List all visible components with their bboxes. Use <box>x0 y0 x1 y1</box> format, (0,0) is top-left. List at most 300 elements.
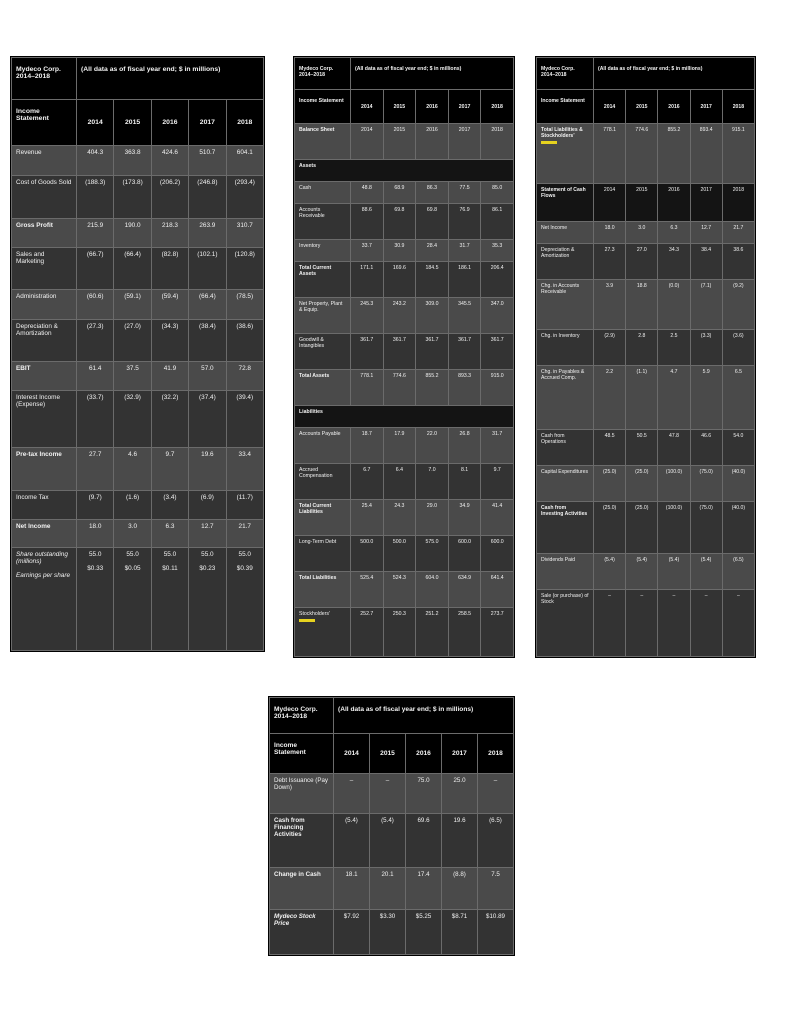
table-row <box>537 330 755 366</box>
cell-value: 41.9 <box>151 362 188 391</box>
cell-value: 76.9 <box>448 204 481 240</box>
year-header: 2014 <box>351 90 384 124</box>
cell-value: 18.7 <box>351 428 384 464</box>
cell-value: 69.6 <box>406 814 442 868</box>
cell-value: 3.0 <box>114 520 151 548</box>
table-row <box>537 430 755 466</box>
cell-value: 88.6 <box>351 204 384 240</box>
cell-value: (75.0) <box>690 502 722 554</box>
table-row <box>295 204 514 240</box>
cell-value: 19.6 <box>442 814 478 868</box>
cell-value: 6.5 <box>722 366 754 430</box>
cell-value: 18.8 <box>626 280 658 330</box>
cell-value: (1.6) <box>114 491 151 520</box>
cell-value: 68.9 <box>383 182 416 204</box>
row-label: Sales and Marketing <box>12 248 77 290</box>
company-name: Mydeco Corp. <box>274 706 318 713</box>
row-label: Accounts Payable <box>295 428 351 464</box>
shares-eps-cell <box>77 548 114 651</box>
cell-value: (3.6) <box>722 330 754 366</box>
cell-value: (78.5) <box>226 290 263 320</box>
cell-value: 33.4 <box>226 448 263 491</box>
cell-value: (293.4) <box>226 176 263 219</box>
cash-flow-table <box>536 57 755 657</box>
cell-value: 3.9 <box>594 280 626 330</box>
year-header: 2018 <box>481 90 514 124</box>
year-header: 2018 <box>478 734 514 774</box>
row-label: Revenue <box>12 146 77 176</box>
cell-value: 6.4 <box>383 464 416 500</box>
cell-value: 273.7 <box>481 608 514 657</box>
cell-value: (5.4) <box>690 554 722 590</box>
cell-value: 600.0 <box>481 536 514 572</box>
company-title <box>537 58 594 90</box>
table-row <box>12 491 264 520</box>
cell-value: 30.9 <box>383 240 416 262</box>
cell-value: 600.0 <box>448 536 481 572</box>
cell-value: 361.7 <box>416 334 449 370</box>
cell-value: 575.0 <box>416 536 449 572</box>
cell-value: 263.9 <box>189 219 226 248</box>
row-label: Pre-tax Income <box>12 448 77 491</box>
cell-value: 57.0 <box>189 362 226 391</box>
cell-value: 243.2 <box>383 298 416 334</box>
cell-value: (32.9) <box>114 391 151 448</box>
table-row <box>12 146 264 176</box>
table-row <box>12 248 264 290</box>
shares-value: 55.0 <box>88 551 102 558</box>
cell-value: 20.1 <box>370 868 406 910</box>
cell-value: 69.8 <box>416 204 449 240</box>
company-period: 2014–2018 <box>274 713 308 720</box>
cell-value: 915.1 <box>722 124 754 184</box>
company-period: 2014–2018 <box>299 72 325 78</box>
table-row <box>12 290 264 320</box>
section-label: Income Statement <box>537 90 594 124</box>
table-row <box>270 868 514 910</box>
shares-value: 55.0 <box>201 551 214 558</box>
cell-value: 345.5 <box>448 298 481 334</box>
cell-value: $3.30 <box>370 910 406 955</box>
eps-value: $0.11 <box>162 565 178 572</box>
cell-value: 25.0 <box>442 774 478 814</box>
cell-value: 12.7 <box>690 222 722 244</box>
cell-value: (40.0) <box>722 466 754 502</box>
row-label: EBIT <box>12 362 77 391</box>
cell-value: (59.1) <box>114 290 151 320</box>
cell-value: 855.2 <box>416 370 449 406</box>
cell-value: 25.4 <box>351 500 384 536</box>
section-label: Income Statement <box>12 100 77 146</box>
row-label: Capital Expenditures <box>537 466 594 502</box>
row-label: Cash <box>295 182 351 204</box>
table-row <box>295 370 514 406</box>
year-header: 2017 <box>690 90 722 124</box>
table-row <box>537 280 755 330</box>
table-row <box>537 124 755 184</box>
cell-value: 48.8 <box>351 182 384 204</box>
cell-value: (38.4) <box>189 320 226 362</box>
highlight-mark <box>541 141 557 144</box>
cell-value: 17.9 <box>383 428 416 464</box>
section-label: Income Statement <box>270 734 334 774</box>
cell-value: (3.4) <box>151 491 188 520</box>
balance-sheet-title: Balance Sheet <box>295 124 351 160</box>
year-header: 2018 <box>722 184 754 222</box>
company-period: 2014–2018 <box>541 72 567 78</box>
shares-value: 55.0 <box>163 551 177 558</box>
cell-value: 35.3 <box>481 240 514 262</box>
year-header: 2018 <box>481 124 514 160</box>
cell-value: 525.4 <box>351 572 384 608</box>
cell-value: 510.7 <box>189 146 226 176</box>
company-title <box>12 58 77 100</box>
cell-value: (246.8) <box>189 176 226 219</box>
cell-value: 361.7 <box>448 334 481 370</box>
cell-value: 38.4 <box>690 244 722 280</box>
row-label: Total Current Liabilities <box>295 500 351 536</box>
year-header: 2017 <box>690 184 722 222</box>
table-row <box>295 160 514 182</box>
table-row <box>537 366 755 430</box>
table-row <box>537 554 755 590</box>
cell-value: (40.0) <box>722 502 754 554</box>
cell-value: – <box>594 590 626 657</box>
cell-value: 915.0 <box>481 370 514 406</box>
cell-value: 778.1 <box>351 370 384 406</box>
cell-value: (2.9) <box>594 330 626 366</box>
cell-value: 2.5 <box>658 330 690 366</box>
cell-value: 48.5 <box>594 430 626 466</box>
assets-heading: Assets <box>295 160 514 182</box>
year-header: 2015 <box>370 734 406 774</box>
liabilities-heading: Liabilities <box>295 406 514 428</box>
cell-value: (188.3) <box>77 176 114 219</box>
shares-label: Share outstanding (millions) <box>16 551 68 565</box>
row-label: Net Income <box>12 520 77 548</box>
cell-value: (75.0) <box>690 466 722 502</box>
shares-eps-cell <box>114 548 151 651</box>
cell-value: 41.4 <box>481 500 514 536</box>
shares-value: 55.0 <box>126 551 139 558</box>
eps-value: $0.23 <box>199 565 216 572</box>
cell-value: $10.89 <box>478 910 514 955</box>
year-header: 2018 <box>722 90 754 124</box>
row-label: Income Tax <box>12 491 77 520</box>
table-row <box>12 176 264 219</box>
year-header: 2014 <box>334 734 370 774</box>
year-header: 2015 <box>626 90 658 124</box>
cell-value: (173.8) <box>114 176 151 219</box>
cash-flow-panel <box>535 56 756 658</box>
cell-value: (3.3) <box>690 330 722 366</box>
row-label: Accounts Receivable <box>295 204 351 240</box>
cell-value: 6.7 <box>351 464 384 500</box>
cell-value: 12.7 <box>189 520 226 548</box>
cell-value: (100.0) <box>658 502 690 554</box>
shares-eps-cell <box>189 548 226 651</box>
cell-value: (33.7) <box>77 391 114 448</box>
table-row <box>12 219 264 248</box>
row-label: Total Liabilities <box>295 572 351 608</box>
year-header: 2014 <box>351 124 384 160</box>
cell-value: 26.8 <box>448 428 481 464</box>
cell-value: (5.4) <box>658 554 690 590</box>
cell-value: 27.0 <box>626 244 658 280</box>
cell-value: 27.3 <box>594 244 626 280</box>
cell-value: 7.5 <box>478 868 514 910</box>
cell-value: 27.7 <box>77 448 114 491</box>
cell-value: 86.3 <box>416 182 449 204</box>
cell-value: 774.6 <box>383 370 416 406</box>
table-row <box>295 240 514 262</box>
cell-value: 778.1 <box>594 124 626 184</box>
data-note: (All data as of fiscal year end; $ in millions) <box>334 698 514 734</box>
cell-value: 245.3 <box>351 298 384 334</box>
cell-value: (34.3) <box>151 320 188 362</box>
cell-value: (66.4) <box>114 248 151 290</box>
row-label: Net Income <box>537 222 594 244</box>
cell-value: 28.4 <box>416 240 449 262</box>
cell-value: 61.4 <box>77 362 114 391</box>
table-row <box>537 222 755 244</box>
eps-value: $0.39 <box>236 565 253 572</box>
cell-value: 855.2 <box>658 124 690 184</box>
cell-value: $5.25 <box>406 910 442 955</box>
cell-value: 604.1 <box>226 146 263 176</box>
cell-value: (25.0) <box>626 502 658 554</box>
table-row <box>12 320 264 362</box>
cell-value: 50.5 <box>626 430 658 466</box>
cell-value: (6.5) <box>722 554 754 590</box>
cell-value: 4.7 <box>658 366 690 430</box>
cell-value: 424.6 <box>151 146 188 176</box>
cell-value: (37.4) <box>189 391 226 448</box>
row-label: Accrued Compensation <box>295 464 351 500</box>
cell-value: (11.7) <box>226 491 263 520</box>
cell-value: (5.4) <box>370 814 406 868</box>
table-row <box>295 608 514 657</box>
cell-value: 3.0 <box>626 222 658 244</box>
cell-value: 500.0 <box>383 536 416 572</box>
data-note: (All data as of fiscal year end; $ in millions) <box>77 58 264 100</box>
table-row <box>295 572 514 608</box>
cell-value: 31.7 <box>448 240 481 262</box>
cell-value: (66.4) <box>189 290 226 320</box>
table-row <box>537 502 755 554</box>
cell-value: 251.2 <box>416 608 449 657</box>
row-label-text: Stockholders’ <box>299 611 331 617</box>
cell-value: (25.0) <box>626 466 658 502</box>
cell-value: 893.4 <box>690 124 722 184</box>
income-statement-table <box>11 57 264 651</box>
cell-value: (5.4) <box>334 814 370 868</box>
cash-flow-title: Statement of Cash Flows <box>537 184 594 222</box>
cell-value: 524.3 <box>383 572 416 608</box>
table-row <box>270 814 514 868</box>
table-row <box>295 406 514 428</box>
row-label: Cost of Goods Sold <box>12 176 77 219</box>
cell-value: 206.4 <box>481 262 514 298</box>
cell-value: 18.0 <box>594 222 626 244</box>
cell-value: (102.1) <box>189 248 226 290</box>
cell-value: (27.3) <box>77 320 114 362</box>
cell-value: 893.3 <box>448 370 481 406</box>
cell-value: 215.9 <box>77 219 114 248</box>
row-label: Total Current Assets <box>295 262 351 298</box>
cell-value: 37.5 <box>114 362 151 391</box>
year-header: 2017 <box>448 90 481 124</box>
cell-value: 34.9 <box>448 500 481 536</box>
year-header: 2016 <box>151 100 188 146</box>
year-header: 2016 <box>416 90 449 124</box>
cell-value: 310.7 <box>226 219 263 248</box>
cell-value: 363.8 <box>114 146 151 176</box>
cell-value: 33.7 <box>351 240 384 262</box>
shares-value: 55.0 <box>238 551 251 558</box>
year-header: 2016 <box>416 124 449 160</box>
cell-value: 250.3 <box>383 608 416 657</box>
row-label: Chg. in Payables & Accrued Comp. <box>537 366 594 430</box>
cell-value: 190.0 <box>114 219 151 248</box>
table-row <box>295 500 514 536</box>
company-period: 2014–2018 <box>16 73 51 80</box>
year-header: 2015 <box>383 90 416 124</box>
row-label: Total Assets <box>295 370 351 406</box>
cell-value: 347.0 <box>481 298 514 334</box>
cell-value: 75.0 <box>406 774 442 814</box>
cell-value: (25.0) <box>594 466 626 502</box>
row-label: Depreciation & Amortization <box>12 320 77 362</box>
company-name: Mydeco Corp. <box>299 66 334 72</box>
cell-value: (59.4) <box>151 290 188 320</box>
cell-value: 258.5 <box>448 608 481 657</box>
table-row <box>295 536 514 572</box>
cell-value: $7.92 <box>334 910 370 955</box>
cell-value: (66.7) <box>77 248 114 290</box>
table-row <box>295 182 514 204</box>
table-row <box>537 244 755 280</box>
cell-value: 252.7 <box>351 608 384 657</box>
cell-value: 69.8 <box>383 204 416 240</box>
cell-value: 21.7 <box>722 222 754 244</box>
row-label: Chg. in Inventory <box>537 330 594 366</box>
cell-value: 22.0 <box>416 428 449 464</box>
cell-value: – <box>626 590 658 657</box>
row-label <box>537 124 594 184</box>
table-row <box>295 262 514 298</box>
cell-value: 361.7 <box>351 334 384 370</box>
eps-value: $0.05 <box>124 565 141 572</box>
cell-value: 18.1 <box>334 868 370 910</box>
year-header: 2015 <box>383 124 416 160</box>
table-row <box>295 124 514 160</box>
cell-value: 72.8 <box>226 362 263 391</box>
year-header: 2016 <box>658 184 690 222</box>
row-label: Change in Cash <box>270 868 334 910</box>
cell-value: 404.3 <box>77 146 114 176</box>
cell-value: 9.7 <box>151 448 188 491</box>
cell-value: 18.0 <box>77 520 114 548</box>
row-label: Depreciation & Amortization <box>537 244 594 280</box>
cell-value: 184.5 <box>416 262 449 298</box>
table-row <box>270 910 514 955</box>
year-header: 2017 <box>442 734 478 774</box>
data-note: (All data as of fiscal year end; $ in millions) <box>351 58 514 90</box>
cell-value: 774.6 <box>626 124 658 184</box>
cell-value: 19.6 <box>189 448 226 491</box>
eps-value: $0.33 <box>87 565 104 572</box>
cell-value: 47.8 <box>658 430 690 466</box>
cell-value: 24.3 <box>383 500 416 536</box>
cell-value: 171.1 <box>351 262 384 298</box>
highlight-mark <box>299 619 315 622</box>
cell-value: 361.7 <box>481 334 514 370</box>
table-row <box>537 184 755 222</box>
company-name: Mydeco Corp. <box>541 66 575 72</box>
cell-value: 6.3 <box>151 520 188 548</box>
row-label <box>295 608 351 657</box>
cell-value: 5.9 <box>690 366 722 430</box>
row-label: Cash from Investing Activities <box>537 502 594 554</box>
cell-value: (9.2) <box>722 280 754 330</box>
eps-label: Earnings per share <box>16 572 70 579</box>
cell-value: (6.5) <box>478 814 514 868</box>
cell-value: (38.6) <box>226 320 263 362</box>
table-row <box>12 448 264 491</box>
cell-value: 38.6 <box>722 244 754 280</box>
cell-value: (82.8) <box>151 248 188 290</box>
section-label: Income Statement <box>295 90 351 124</box>
cell-value: 361.7 <box>383 334 416 370</box>
row-label: Dividends Paid <box>537 554 594 590</box>
cell-value: (32.2) <box>151 391 188 448</box>
cell-value: 186.1 <box>448 262 481 298</box>
year-header: 2017 <box>189 100 226 146</box>
table-row <box>295 464 514 500</box>
row-label: Cash from Operations <box>537 430 594 466</box>
cell-value: – <box>478 774 514 814</box>
row-label: Mydeco Stock Price <box>270 910 334 955</box>
cell-value: 34.3 <box>658 244 690 280</box>
company-title <box>270 698 334 734</box>
table-row <box>537 590 755 657</box>
cell-value: (5.4) <box>626 554 658 590</box>
year-header: 2016 <box>658 90 690 124</box>
cell-value: (7.1) <box>690 280 722 330</box>
year-header: 2016 <box>406 734 442 774</box>
cell-value: (5.4) <box>594 554 626 590</box>
data-note: (All data as of fiscal year end; $ in millions) <box>594 58 755 90</box>
financing-table <box>269 697 514 955</box>
cell-value: 17.4 <box>406 868 442 910</box>
table-row <box>537 466 755 502</box>
table-row <box>295 334 514 370</box>
cell-value: (6.9) <box>189 491 226 520</box>
cell-value: 2.8 <box>626 330 658 366</box>
cell-value: (39.4) <box>226 391 263 448</box>
cell-value: (27.0) <box>114 320 151 362</box>
cell-value: 8.1 <box>448 464 481 500</box>
year-header: 2017 <box>448 124 481 160</box>
cell-value: 309.0 <box>416 298 449 334</box>
cell-value: – <box>658 590 690 657</box>
row-label-text: Total Liabilities & Stockholders’ <box>541 127 583 139</box>
cell-value: 6.3 <box>658 222 690 244</box>
row-label: Cash from Financing Activities <box>270 814 334 868</box>
row-label: Long-Term Debt <box>295 536 351 572</box>
cell-value: (120.8) <box>226 248 263 290</box>
